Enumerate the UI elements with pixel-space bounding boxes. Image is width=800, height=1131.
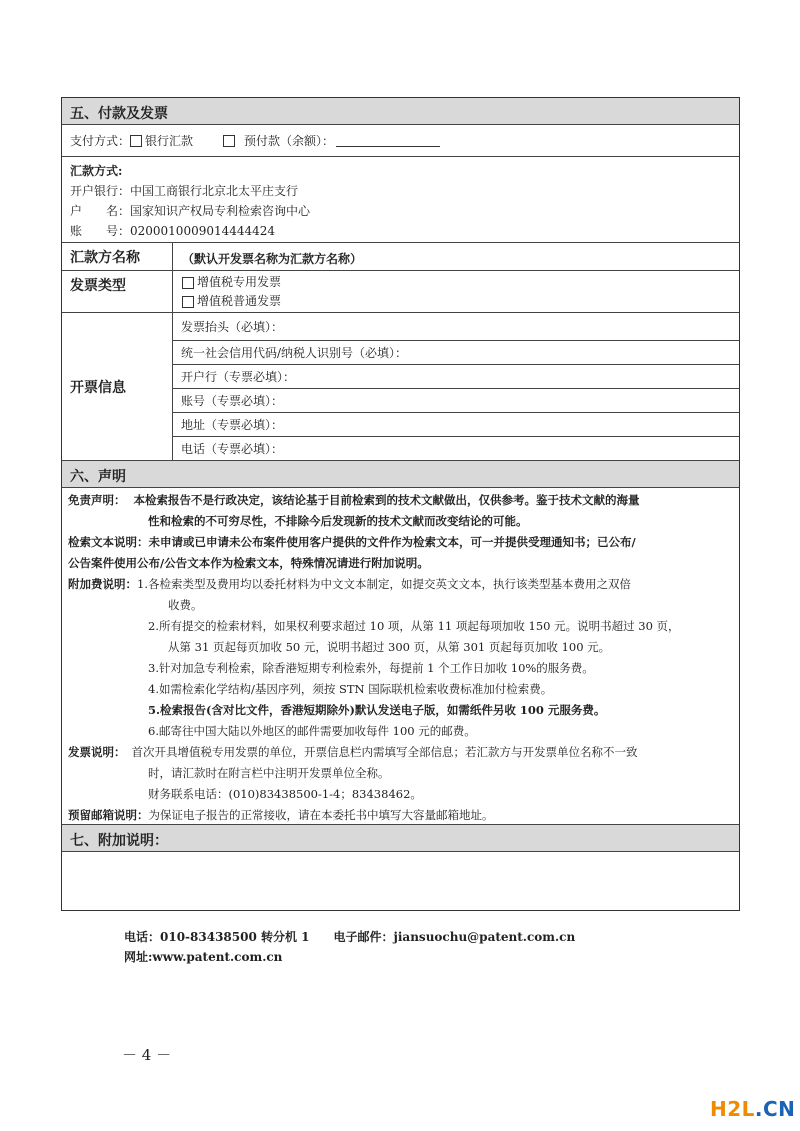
invoice-info-row <box>62 313 739 461</box>
account-no-field[interactable]: 账号（专票必填）： <box>173 389 739 413</box>
fee-item-2a: 2.所有提交的检索材料，如果权利要求超过 10 项，从第 11 项起每项加收 150 元。说明书超过 30 页， <box>148 619 680 633</box>
tax-id-field[interactable]: 统一社会信用代码/纳税人识别号（必填）： <box>173 341 739 365</box>
section-5-header <box>62 98 739 125</box>
remitter-name-row <box>62 243 739 271</box>
account-number: 账 号：0200010009014444424 <box>70 224 276 238</box>
fee-item-2b: 从第 31 页起每页加收 50 元，说明书超过 300 页，从第 301 页起每页加收 100 元。 <box>168 640 611 654</box>
bank-transfer-label: 银行汇款 <box>145 134 194 148</box>
fee-item-3: 3.针对加急专利检索，除香港短期专利检索外，每提前 1 个工作日加收 10%的服务费。 <box>148 661 594 675</box>
remittance-info <box>62 157 739 243</box>
watermark-logo: H2L.CN <box>710 1097 796 1121</box>
vat-general-checkbox[interactable] <box>182 296 194 308</box>
vat-special-label: 增值税专用发票 <box>197 275 282 289</box>
disclaimer-line-2: 性和检索的不可穷尽性，不排除今后发现新的技术文献而改变结论的可能。 <box>148 514 528 528</box>
remitter-name-note: （默认开发票名称为汇款方名称） <box>182 252 363 266</box>
page-number: － 4 － <box>122 1046 172 1064</box>
fee-label: 附加费说明： <box>68 577 137 591</box>
invoice-type-row <box>62 271 739 313</box>
invoice-info-label: 开票信息 <box>62 313 173 460</box>
search-text-line-2: 公告案件使用公布/公告文本作为检索文本，特殊情况请进行附加说明。 <box>68 556 429 570</box>
footer-website: 网址:www.patent.com.cn <box>124 950 283 964</box>
search-text-line-1: 未申请或已申请未公布案件使用客户提供的文件作为检索文本，可一并提供受理通知书；已公布/ <box>148 535 636 549</box>
bank-of-deposit-field[interactable]: 开户行（专票必填）： <box>173 365 739 389</box>
payment-method-label: 支付方式： <box>70 134 131 148</box>
fee-item-1b: 收费。 <box>168 598 203 612</box>
email-note-label: 预留邮箱说明： <box>68 808 149 822</box>
remittance-title: 汇款方式: <box>70 164 123 178</box>
fee-item-1a: 1.各检索类型及费用均以委托材料为中文文本制定，如提交英文文本，执行该类型基本费用之双倍 <box>137 577 631 591</box>
invoice-note-line-2: 时，请汇款时在附言栏中注明开发票单位全称。 <box>148 766 390 780</box>
search-text-label: 检索文本说明： <box>68 535 149 549</box>
invoice-title-field[interactable]: 发票抬头（必填）： <box>173 313 739 341</box>
fee-item-5: 5.检索报告(含对比文件，香港短期除外)默认发送电子版，如需纸件另收 100 元服务费。 <box>148 703 606 717</box>
address-field[interactable]: 地址（专票必填）： <box>173 413 739 437</box>
payment-form <box>61 97 740 911</box>
invoice-type-label: 发票类型 <box>62 271 173 312</box>
fee-item-6: 6.邮寄往中国大陆以外地区的邮件需要加收每件 100 元的邮费。 <box>148 724 476 738</box>
bank-transfer-checkbox[interactable] <box>130 135 142 147</box>
invoice-note-line-1: 首次开具增值税专用发票的单位，开票信息栏内需填写全部信息；若汇款方与开发票单位名称不一致 <box>131 745 638 759</box>
account-holder: 户 名：国家知识产权局专利检索咨询中心 <box>70 204 311 218</box>
finance-phone: 财务联系电话：(010)83438500-1-4；83438462。 <box>148 787 422 801</box>
invoice-note-label: 发票说明： <box>68 745 126 759</box>
email-note-text: 为保证电子报告的正常接收，请在本委托书中填写大容量邮箱地址。 <box>148 808 494 822</box>
bank-name: 开户银行：中国工商银行北京北太平庄支行 <box>70 184 299 198</box>
section-6-title: 六、声明 <box>70 469 126 485</box>
prepaid-label: 预付款（余额）： <box>244 134 335 148</box>
section-6-header <box>62 461 739 488</box>
prepaid-amount-field[interactable] <box>336 134 440 147</box>
prepaid-checkbox[interactable] <box>223 135 235 147</box>
disclaimer-line-1: 本检索报告不是行政决定，该结论基于目前检索到的技术文献做出，仅供参考。鉴于技术文献的海量 <box>133 493 640 507</box>
additional-notes-area[interactable] <box>62 852 739 910</box>
declaration-body <box>62 488 739 825</box>
payment-method-row <box>62 125 739 157</box>
phone-field[interactable]: 电话（专票必填）： <box>181 442 284 456</box>
footer-contact: 电话：010-83438500 转分机 1 电子邮件：jiansuochu@patent.com.cn <box>124 930 576 944</box>
section-5-title: 五、付款及发票 <box>70 106 168 122</box>
section-7-header <box>62 825 739 852</box>
section-7-title: 七、附加说明： <box>70 833 168 849</box>
vat-general-label: 增值税普通发票 <box>197 294 282 308</box>
disclaimer-label: 免责声明： <box>68 493 126 507</box>
vat-special-checkbox[interactable] <box>182 277 194 289</box>
remitter-name-label: 汇款方名称 <box>62 243 173 270</box>
fee-item-4: 4.如需检索化学结构/基因序列，须按 STN 国际联机检索收费标准加付检索费。 <box>148 682 553 696</box>
